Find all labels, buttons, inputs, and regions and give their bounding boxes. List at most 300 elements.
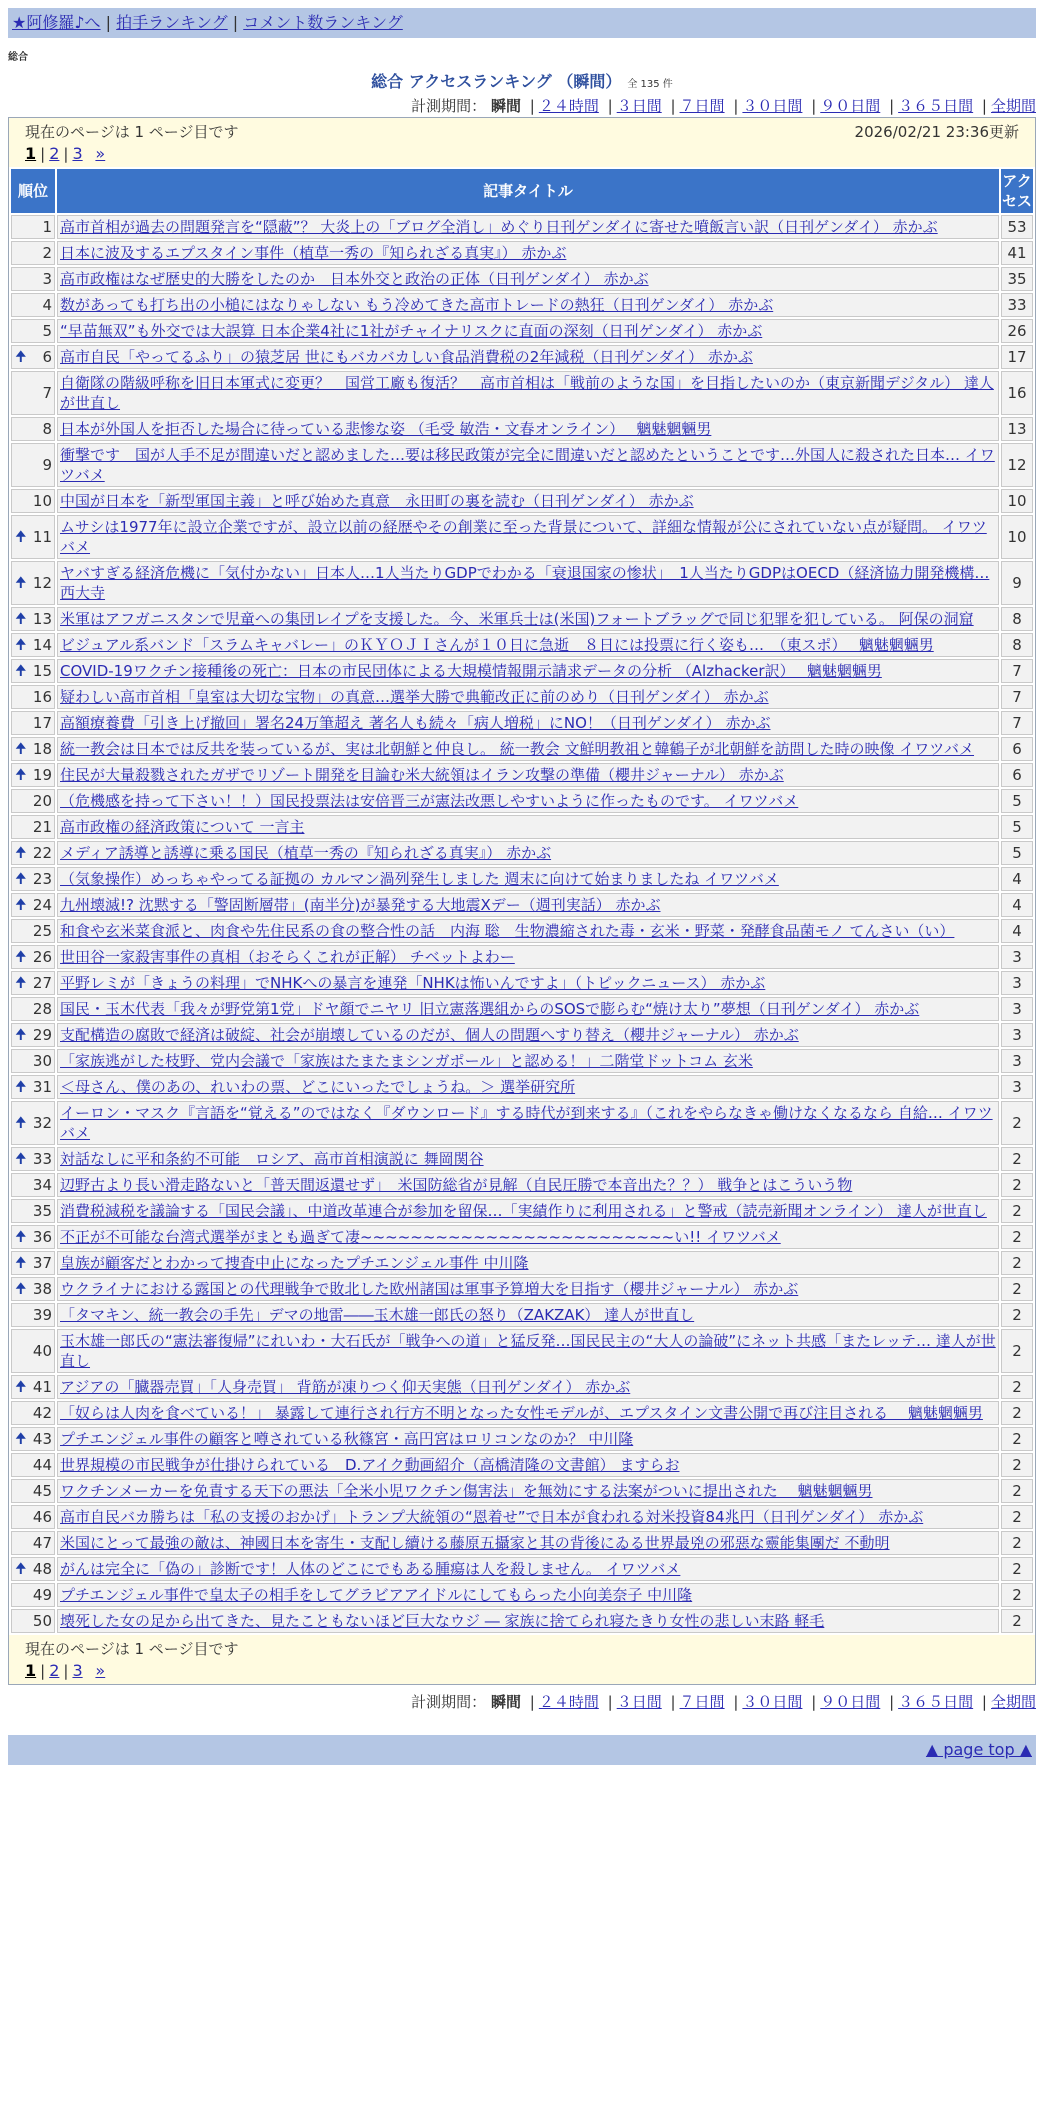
title-cell [57, 659, 999, 683]
title-cell [57, 633, 999, 657]
article-link[interactable]: 国民・玉木代表「我々が野党第1党」ドヤ顔でニヤリ 旧立憲落選組からのSOSで膨らむ“焼け太り”夢想（日刊ゲンダイ） 赤かぶ [60, 1000, 920, 1018]
access-count: 16 [1001, 371, 1033, 415]
access-count: 2 [1001, 1251, 1033, 1275]
access-header: アクセス [1001, 169, 1033, 213]
clap-ranking-link[interactable]: 拍手ランキング [116, 13, 228, 32]
access-count: 5 [1001, 815, 1033, 839]
title-cell [57, 241, 999, 265]
article-link[interactable]: 対話なしに平和条約不可能 ロシア、高市首相演説に 舞岡関谷 [60, 1150, 484, 1168]
rank-up-arrow-icon: 🠉 [15, 1379, 27, 1395]
updated-time: 2026/02/21 23:36更新 [854, 123, 1019, 141]
table-row [11, 293, 1033, 317]
period-link-all-bottom[interactable]: 全期間 [990, 1693, 1036, 1711]
rank-cell [11, 607, 55, 631]
pager-bottom: 1 | 2 | 3 » [25, 1661, 106, 1680]
article-link[interactable]: イーロン・マスク『言語を“覚える”のではなく『ダウンロード』する時代が到来する』（これをやらなきゃ働けなくなるなら 自給… イワツバメ [60, 1104, 993, 1142]
article-link[interactable]: メディア誘導と誘導に乗る国民（植草一秀の『知られざる真実』） 赤かぶ [60, 844, 552, 862]
rank-up-arrow-icon: 🠉 [15, 949, 27, 965]
article-link[interactable]: 中国が日本を「新型軍国主義」と呼び始めた真意 永田町の裏を読む（日刊ゲンダイ） 赤かぶ [60, 492, 694, 510]
access-count: 2 [1001, 1557, 1033, 1581]
rank-up-arrow-icon: 🠉 [15, 897, 27, 913]
article-link[interactable]: 米国にとって最強の敵は、神國日本を寄生・支配し續ける藤原五攝家と其の背後にゐる世界最兇の邪惡な靈能集團だ 不動明 [60, 1534, 890, 1552]
rank-number: 6 [42, 348, 52, 366]
home-link[interactable]: ★阿修羅♪へ [12, 13, 101, 32]
article-link[interactable]: 高市政権の経済政策について 一言主 [60, 818, 305, 836]
rank-number: 29 [32, 1026, 52, 1044]
access-count: 3 [1001, 997, 1033, 1021]
ranking-rows [11, 215, 1033, 1633]
table-row [11, 789, 1033, 813]
table-row [11, 1023, 1033, 1047]
article-link[interactable]: 壊死した女の足から出てきた、見たこともないほど巨大なウジ ― 家族に捨てられ寝たきり女性の悲しい末路 軽毛 [60, 1612, 825, 1630]
page-3-link[interactable]: 3 [72, 144, 83, 163]
rank-up-arrow-icon: 🠉 [15, 663, 27, 679]
rank-number: 11 [32, 528, 52, 546]
title-cell [57, 867, 999, 891]
rank-cell [11, 997, 55, 1021]
table-row [11, 1199, 1033, 1223]
rank-cell [11, 893, 55, 917]
rank-number: 1 [42, 218, 52, 236]
rank-cell [11, 1075, 55, 1099]
rank-up-arrow-icon: 🠉 [15, 1151, 27, 1167]
rank-number: 8 [42, 420, 52, 438]
rank-cell [11, 945, 55, 969]
access-count: 3 [1001, 945, 1033, 969]
access-count: 2 [1001, 1609, 1033, 1633]
rank-up-arrow-icon: 🠉 [15, 845, 27, 861]
article-link[interactable]: 高額療養費「引き上げ撤回」署名24万筆超え 著名人も続々「病人増税」にNO！（日刊ゲンダイ） 赤かぶ [60, 714, 771, 732]
rank-number: 15 [32, 662, 52, 680]
title-cell [57, 371, 999, 415]
rank-cell [11, 1427, 55, 1451]
rank-up-arrow-icon: 🠉 [15, 575, 27, 591]
access-count: 3 [1001, 1023, 1033, 1047]
rank-number: 42 [32, 1404, 52, 1422]
total-count: 全 135 件 [627, 79, 673, 90]
rank-cell [11, 971, 55, 995]
table-row [11, 345, 1033, 369]
access-count: 3 [1001, 1049, 1033, 1073]
page-1-current-bottom: 1 [25, 1661, 37, 1680]
title-cell [57, 1173, 999, 1197]
article-link[interactable]: 消費税減税を議論する「国民会議」、中道改革連合が参加を留保…「実績作りに利用される」と警戒（読売新聞オンライン） 達人が世直し [60, 1202, 987, 1220]
table-row [11, 1329, 1033, 1373]
article-link[interactable]: ヤバすぎる経済危機に「気付かない」日本人…1人当たりGDPでわかる「衰退国家の惨状」 1人当たりGDPはOECD（経済協力開発機構… 西大寺 [60, 564, 990, 602]
rank-cell [11, 1329, 55, 1373]
article-link[interactable]: ムサシは1977年に設立企業ですが、設立以前の経歴やその創業に至った背景について、詳細な情報が公にされていない点が疑問。 イワツバメ [60, 518, 987, 556]
article-link[interactable]: （気象操作）めっちゃやってる証拠の カルマン渦列発生しました 週末に向けて始まりましたね イワツバメ [60, 870, 779, 888]
rank-number: 43 [32, 1430, 52, 1448]
rank-number: 26 [32, 948, 52, 966]
next-page-link[interactable]: » [95, 144, 106, 163]
rank-cell [11, 561, 55, 605]
rank-number: 9 [42, 456, 52, 474]
rank-cell [11, 1199, 55, 1223]
table-row [11, 1479, 1033, 1503]
rank-cell [11, 1583, 55, 1607]
access-count: 4 [1001, 867, 1033, 891]
rank-number: 38 [32, 1280, 52, 1298]
access-count: 17 [1001, 345, 1033, 369]
access-count: 13 [1001, 417, 1033, 441]
title-cell [57, 737, 999, 761]
rank-cell [11, 1225, 55, 1249]
title-cell [57, 319, 999, 343]
rank-cell [11, 1557, 55, 1581]
article-link[interactable]: 九州壊滅!? 沈黙する「警固断層帯」(南半分)が暴発する大地震Xデー（週刊実話） 赤かぶ [60, 896, 661, 914]
rank-cell [11, 293, 55, 317]
title-cell [57, 1329, 999, 1373]
title-cell [57, 997, 999, 1021]
access-count: 3 [1001, 1075, 1033, 1099]
title-cell [57, 215, 999, 239]
period-selector-top: 計測期間： 瞬間 | ２４時間 | ３日間 | ７日間 | ３０日間 | ９０日間 | ３６５日間 | 全期間 [411, 97, 1036, 115]
page-1-current: 1 [25, 144, 37, 163]
title-cell [57, 1225, 999, 1249]
table-row [11, 685, 1033, 709]
title-cell [57, 919, 999, 943]
table-row [11, 867, 1033, 891]
rank-number: 12 [32, 574, 52, 592]
next-page-link-bottom[interactable]: » [95, 1661, 106, 1680]
rank-number: 28 [32, 1000, 52, 1018]
article-link[interactable]: 高市自民「やってるふり」の猿芝居 世にもバカバカしい食品消費税の2年減税（日刊ゲンダイ） 赤かぶ [60, 348, 753, 366]
access-count: 2 [1001, 1531, 1033, 1555]
rank-number: 47 [32, 1534, 52, 1552]
rank-number: 27 [32, 974, 52, 992]
article-link[interactable]: 支配構造の腐敗で経済は破綻、社会が崩壊しているのだが、個人の問題へすり替え（櫻井ジャーナル） 赤かぶ [60, 1026, 799, 1044]
table-row [11, 319, 1033, 343]
access-count: 41 [1001, 241, 1033, 265]
access-count: 8 [1001, 607, 1033, 631]
top-nav-bar: ★阿修羅♪へ | 拍手ランキング | コメント数ランキング [8, 8, 1036, 38]
rank-number: 16 [32, 688, 52, 706]
access-count: 7 [1001, 659, 1033, 683]
rank-number: 50 [32, 1612, 52, 1630]
period-label-bottom: 計測期間： [411, 1693, 487, 1711]
rank-number: 37 [32, 1254, 52, 1272]
rank-cell [11, 1049, 55, 1073]
article-link[interactable]: ウクライナにおける露国との代理戦争で敗北した欧州諸国は軍事予算増大を目指す（櫻井ジャーナル） 赤かぶ [60, 1280, 799, 1298]
period-link-365d-bottom[interactable]: ３６５日間 [898, 1693, 974, 1711]
access-count: 6 [1001, 737, 1033, 761]
article-link[interactable]: 不正が不可能な台湾式選挙がまとも過ぎて凄~~~~~~~~~~~~~~~~~~~~~~~~~い!! イワツバメ [60, 1228, 781, 1246]
rank-cell [11, 841, 55, 865]
rank-number: 14 [32, 636, 52, 654]
access-count: 12 [1001, 443, 1033, 487]
period-link-90d[interactable]: ９０日間 [820, 97, 881, 115]
table-row [11, 841, 1033, 865]
title-cell [57, 515, 999, 559]
article-link[interactable]: 玉木雄一郎氏の“憲法審復帰”にれいわ・大石氏が「戦争への道」と猛反発…国民民主の“大人の論破”にネット共感「またレッテ… 達人が世直し [60, 1332, 996, 1370]
rank-number: 35 [32, 1202, 52, 1220]
article-link[interactable]: 疑わしい高市首相「皇室は大切な宝物」の真意…選挙大勝で典範改正に前のめり（日刊ゲンダイ） 赤かぶ [60, 688, 769, 706]
table-row [11, 1049, 1033, 1073]
table-row [11, 815, 1033, 839]
rank-number: 17 [32, 714, 52, 732]
rank-cell [11, 489, 55, 513]
title-cell [57, 1401, 999, 1425]
rank-number: 31 [32, 1078, 52, 1096]
rank-number: 40 [32, 1342, 52, 1360]
access-count: 33 [1001, 293, 1033, 317]
rank-cell [11, 1609, 55, 1633]
access-count: 2 [1001, 1173, 1033, 1197]
period-link-30d-bottom[interactable]: ３０日間 [742, 1693, 803, 1711]
article-link[interactable]: ワクチンメーカーを免責する天下の悪法「全米小児ワクチン傷害法」を無効にする法案がついに提出された 魑魅魍魎男 [60, 1482, 873, 1500]
table-row [11, 267, 1033, 291]
table-row [11, 417, 1033, 441]
rank-cell [11, 815, 55, 839]
access-count: 4 [1001, 919, 1033, 943]
table-row [11, 1251, 1033, 1275]
title-cell [57, 1023, 999, 1047]
rank-number: 46 [32, 1508, 52, 1526]
title-cell [57, 345, 999, 369]
page-3-link-bottom[interactable]: 3 [72, 1661, 83, 1680]
current-page-text: 現在のページは 1 ページ目です [25, 123, 239, 141]
table-row [11, 1375, 1033, 1399]
title-cell [57, 1303, 999, 1327]
rank-up-arrow-icon: 🠉 [15, 1431, 27, 1447]
access-count: 2 [1001, 1101, 1033, 1145]
table-row [11, 515, 1033, 559]
access-count: 2 [1001, 1303, 1033, 1327]
rank-up-arrow-icon: 🠉 [15, 1255, 27, 1271]
rank-up-arrow-icon: 🠉 [15, 611, 27, 627]
table-row [11, 1101, 1033, 1145]
table-row [11, 971, 1033, 995]
rank-up-arrow-icon: 🠉 [15, 1115, 27, 1131]
title-cell [57, 1453, 999, 1477]
comment-ranking-link[interactable]: コメント数ランキング [243, 13, 403, 32]
period-link-24h-bottom[interactable]: ２４時間 [538, 1693, 599, 1711]
rank-cell [11, 867, 55, 891]
article-link[interactable]: 衝撃です 国が人手不足が間違いだと認めました…要は移民政策が完全に間違いだと認めたということです…外国人に殺された日本… イワツバメ [60, 446, 995, 484]
title-cell [57, 1505, 999, 1529]
footer-bar [8, 1735, 1036, 1765]
rank-cell [11, 763, 55, 787]
article-link[interactable]: がんは完全に「偽の」診断です！人体のどこにでもある腫瘍は人を殺しません。 イワツバメ [60, 1560, 681, 1578]
article-link[interactable]: COVID-19ワクチン接種後の死亡：日本の市民団体による大規模情報開示請求データの分析 （Alzhacker訳） 魑魅魍魎男 [60, 662, 882, 680]
rank-cell [11, 1375, 55, 1399]
access-count: 7 [1001, 685, 1033, 709]
title-cell [57, 1075, 999, 1099]
rank-cell [11, 1303, 55, 1327]
article-link[interactable]: 皇族が顧客だとわかって捜査中止になったプチエンジェル事件 中川隆 [60, 1254, 529, 1272]
article-link[interactable]: 統一教会は日本では反共を装っているが、実は北朝鮮と仲良し。 統一教会 文鮮明教祖と韓鶴子が北朝鮮を訪問した時の映像 イワツバメ [60, 740, 975, 758]
rank-number: 19 [32, 766, 52, 784]
title-cell [57, 607, 999, 631]
rank-number: 41 [32, 1378, 52, 1396]
access-count: 10 [1001, 489, 1033, 513]
rank-cell [11, 515, 55, 559]
article-link[interactable]: 住民が大量殺戮されたガザでリゾート開発を目論む米大統領はイラン攻撃の準備（櫻井ジャーナル） 赤かぶ [60, 766, 784, 784]
title-cell [57, 267, 999, 291]
period-link-24h[interactable]: ２４時間 [538, 97, 599, 115]
access-count: 35 [1001, 267, 1033, 291]
article-link[interactable]: 「家族逃がした枝野、党内会議で「家族はたまたまシンガポール」と認める！」二階堂ドットコム 玄米 [60, 1052, 753, 1070]
table-row [11, 1453, 1033, 1477]
rank-header: 順位 [11, 169, 55, 213]
title-cell [57, 763, 999, 787]
period-link-90d-bottom[interactable]: ９０日間 [820, 1693, 881, 1711]
period-link-7d-bottom[interactable]: ７日間 [679, 1693, 725, 1711]
access-count: 9 [1001, 561, 1033, 605]
rank-cell [11, 1101, 55, 1145]
access-count: 2 [1001, 1583, 1033, 1607]
title-cell [57, 1375, 999, 1399]
access-count: 7 [1001, 711, 1033, 735]
article-link[interactable]: （危機感を持って下さい！！）国民投票法は安倍晋三が憲法改悪しやすいように作ったものです。 イワツバメ [60, 792, 799, 810]
article-link[interactable]: 「タマキン、統一教会の手先」デマの地雷――玉木雄一郎氏の怒り（ZAKZAK） 達人が世直し [60, 1306, 695, 1324]
access-count: 4 [1001, 893, 1033, 917]
rank-up-arrow-icon: 🠉 [15, 1079, 27, 1095]
access-count: 2 [1001, 1199, 1033, 1223]
rank-number: 30 [32, 1052, 52, 1070]
rank-cell [11, 267, 55, 291]
article-link[interactable]: 平野レミが「きょうの料理」でNHKへの暴言を連発「NHKは怖いんですよ」（トピックニュース） 赤かぶ [60, 974, 766, 992]
title-cell [57, 1049, 999, 1073]
table-row [11, 1225, 1033, 1249]
rank-up-arrow-icon: 🠉 [15, 1561, 27, 1577]
article-link[interactable]: プチエンジェル事件の顧客と噂されている秋篠宮・高円宮はロリコンなのか？ 中川隆 [60, 1430, 634, 1448]
page-title-text: 総合 アクセスランキング （瞬間） [371, 72, 622, 91]
title-cell [57, 1101, 999, 1145]
article-link[interactable]: 高市首相が過去の問題発言を“隠蔽”？ 大炎上の「ブログ全消し」めぐり日刊ゲンダイに寄せた噴飯言い訳（日刊ゲンダイ） 赤かぶ [60, 218, 938, 236]
article-link[interactable]: “早苗無双”も外交では大誤算 日本企業4社に1社がチャイナリスクに直面の深刻（日刊ゲンダイ） 赤かぶ [60, 322, 763, 340]
title-cell [57, 1583, 999, 1607]
table-row [11, 763, 1033, 787]
period-link-3d[interactable]: ３日間 [616, 97, 662, 115]
page-2-link[interactable]: 2 [49, 144, 60, 163]
rank-number: 5 [42, 322, 52, 340]
rank-number: 21 [32, 818, 52, 836]
rank-up-arrow-icon: 🠉 [15, 349, 27, 365]
rank-number: 25 [32, 922, 52, 940]
page-top-link[interactable]: ▲ page top ▲ [925, 1740, 1032, 1759]
access-count: 26 [1001, 319, 1033, 343]
table-row [11, 633, 1033, 657]
table-row [11, 919, 1033, 943]
title-cell [57, 1427, 999, 1451]
table-row [11, 945, 1033, 969]
title-cell [57, 789, 999, 813]
title-cell [57, 841, 999, 865]
article-link[interactable]: 世界規模の市民戦争が仕掛けられている D.アイク動画紹介（高橋清隆の文書館） ますらお [60, 1456, 680, 1474]
title-cell [57, 893, 999, 917]
period-link-30d[interactable]: ３０日間 [742, 97, 803, 115]
rank-number: 44 [32, 1456, 52, 1474]
rank-cell [11, 215, 55, 239]
table-row [11, 1505, 1033, 1529]
article-link[interactable]: プチエンジェル事件で皇太子の相手をしてグラビアアイドルにしてもらった小向美奈子 中川隆 [60, 1586, 693, 1604]
period-label: 計測期間： [411, 97, 487, 115]
rank-number: 4 [42, 296, 52, 314]
access-count: 2 [1001, 1453, 1033, 1477]
title-cell [57, 489, 999, 513]
article-link[interactable]: 辺野古より長い滑走路ないと「普天間返還せず」 米国防総省が見解（自民圧勝で本音出た？？） 戦争とはこういう物 [60, 1176, 853, 1194]
rank-cell [11, 1251, 55, 1275]
rank-cell [11, 443, 55, 487]
rank-up-arrow-icon: 🠉 [15, 975, 27, 991]
article-link[interactable]: ＜母さん、僕のあの、れいわの票、どこにいったでしょうね。＞ 選挙研究所 [60, 1078, 576, 1096]
article-link[interactable]: 「奴らは人肉を食べている！」 暴露して連行され行方不明となった女性モデルが、エプスタイン文書公開で再び注目される 魑魅魍魎男 [60, 1404, 983, 1422]
table-row [11, 997, 1033, 1021]
access-count: 2 [1001, 1147, 1033, 1171]
article-link[interactable]: 和食や玄米菜食派と、肉食や先住民系の食の整合性の話 内海 聡 生物濃縮された毒・玄米・野菜・発酵食品菌モノ てんさい（い） [60, 922, 955, 940]
page-info-bottom [9, 1635, 1035, 1684]
article-link[interactable]: 日本が外国人を拒否した場合に待っている悲惨な姿 （毛受 敏浩・文春オンライン） 魑魅魍魎男 [60, 420, 712, 438]
rank-cell [11, 417, 55, 441]
table-row [11, 1303, 1033, 1327]
rank-cell [11, 1505, 55, 1529]
period-link-365d[interactable]: ３６５日間 [898, 97, 974, 115]
access-count: 2 [1001, 1375, 1033, 1399]
rank-up-arrow-icon: 🠉 [15, 1027, 27, 1043]
rank-up-arrow-icon: 🠉 [15, 767, 27, 783]
article-link[interactable]: ビジュアル系バンド「スラムキャバレー」のＫＹＯＪＩさんが１０日に急逝 ８日には投票に行く姿も… （東スポ） 魑魅魍魎男 [60, 636, 934, 654]
title-cell [57, 1251, 999, 1275]
table-row [11, 737, 1033, 761]
period-link-3d-bottom[interactable]: ３日間 [616, 1693, 662, 1711]
rank-cell [11, 1479, 55, 1503]
article-link[interactable]: 世田谷一家殺害事件の真相（おそらくこれが正解） チベットよわー [60, 948, 515, 966]
rank-number: 33 [32, 1150, 52, 1168]
table-row [11, 1583, 1033, 1607]
rank-cell [11, 685, 55, 709]
period-link-all[interactable]: 全期間 [990, 97, 1036, 115]
rank-up-arrow-icon: 🠉 [15, 1281, 27, 1297]
title-cell [57, 711, 999, 735]
rank-up-arrow-icon: 🠉 [15, 1229, 27, 1245]
rank-number: 32 [32, 1114, 52, 1132]
rank-cell [11, 371, 55, 415]
title-cell [57, 1609, 999, 1633]
access-count: 2 [1001, 1427, 1033, 1451]
rank-number: 45 [32, 1482, 52, 1500]
rank-number: 13 [32, 610, 52, 628]
article-link[interactable]: 自衛隊の階級呼称を旧日本軍式に変更？ 国営工廠も復活？ 高市首相は「戦前のような国」を目指したいのか（東京新聞デジタル） 達人が世直し [60, 374, 994, 412]
period-link-7d[interactable]: ７日間 [679, 97, 725, 115]
page-2-link-bottom[interactable]: 2 [49, 1661, 60, 1680]
ranking-box [8, 117, 1036, 1685]
article-link[interactable]: 米軍はアフガニスタンで児童への集団レイプを支援した。今、米軍兵士は(米国)フォートブラッグで同じ犯罪を犯している。 阿保の洞窟 [60, 610, 974, 628]
table-row [11, 607, 1033, 631]
period-current: 瞬間 [490, 97, 521, 115]
rank-number: 3 [42, 270, 52, 288]
title-cell [57, 561, 999, 605]
rank-number: 22 [32, 844, 52, 862]
access-count: 8 [1001, 633, 1033, 657]
table-row [11, 241, 1033, 265]
article-link[interactable]: 日本に波及するエプスタイン事件（植草一秀の『知られざる真実』） 赤かぶ [60, 244, 567, 262]
article-link[interactable]: 高市自民バカ勝ちは「私の支援のおかげ」トランプ大統領の“恩着せ”で日本が食われる対米投資84兆円（日刊ゲンダイ） 赤かぶ [60, 1508, 924, 1526]
access-count: 2 [1001, 1505, 1033, 1529]
article-link[interactable]: 高市政権はなぜ歴史的大勝をしたのか 日本外交と政治の正体（日刊ゲンダイ） 赤かぶ [60, 270, 649, 288]
article-link[interactable]: 数があっても打ち出の小槌にはなりゃしない もう冷めてきた高市トレードの熱狂（日刊ゲンダイ） 赤かぶ [60, 296, 774, 314]
period-selector-bottom: 計測期間： 瞬間 | ２４時間 | ３日間 | ７日間 | ３０日間 | ９０日間 | ３６５日間 | 全期間 [411, 1693, 1036, 1711]
access-count: 5 [1001, 841, 1033, 865]
table-row [11, 1531, 1033, 1555]
rank-cell [11, 919, 55, 943]
title-cell [57, 1277, 999, 1301]
article-link[interactable]: アジアの「臓器売買」「人身売買」 背筋が凍りつく仰天実態（日刊ゲンダイ） 赤かぶ [60, 1378, 631, 1396]
period-current-bottom: 瞬間 [490, 1693, 521, 1711]
title-cell [57, 945, 999, 969]
title-cell [57, 815, 999, 839]
